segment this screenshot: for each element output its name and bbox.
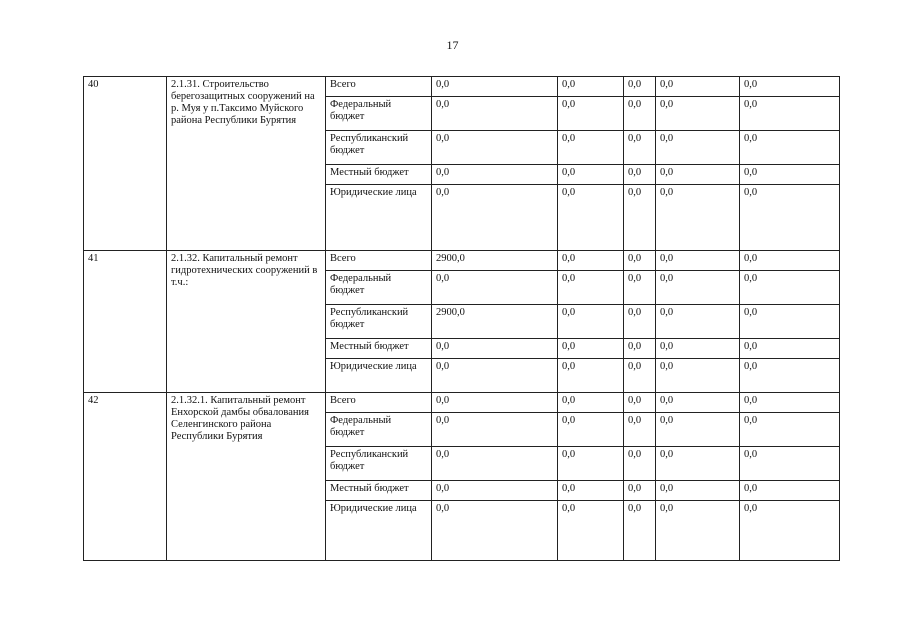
amount-cell: 0,0 (624, 97, 656, 131)
amount-cell: 0,0 (656, 501, 740, 561)
amount-cell: 0,0 (432, 131, 558, 165)
row-number: 41 (84, 251, 167, 393)
amount-cell: 0,0 (432, 359, 558, 393)
amount-cell: 0,0 (558, 131, 624, 165)
amount-cell: 0,0 (656, 413, 740, 447)
amount-cell: 0,0 (558, 97, 624, 131)
amount-cell: 0,0 (558, 339, 624, 359)
amount-cell: 0,0 (624, 481, 656, 501)
amount-cell: 0,0 (624, 251, 656, 271)
amount-cell: 0,0 (624, 393, 656, 413)
amount-cell: 0,0 (432, 339, 558, 359)
funding-source: Всего (326, 251, 432, 271)
amount-cell: 0,0 (558, 271, 624, 305)
amount-cell: 0,0 (740, 339, 840, 359)
amount-cell: 0,0 (432, 165, 558, 185)
funding-source: Местный бюджет (326, 339, 432, 359)
page-number: 17 (446, 38, 459, 52)
amount-cell: 0,0 (740, 359, 840, 393)
amount-cell: 0,0 (624, 447, 656, 481)
amount-cell: 0,0 (624, 185, 656, 251)
amount-cell: 0,0 (740, 185, 840, 251)
amount-cell: 0,0 (740, 131, 840, 165)
amount-cell: 0,0 (740, 413, 840, 447)
table-row (84, 251, 840, 271)
amount-cell: 0,0 (740, 165, 840, 185)
amount-cell: 0,0 (656, 447, 740, 481)
amount-cell: 0,0 (558, 447, 624, 481)
amount-cell: 0,0 (558, 359, 624, 393)
amount-cell: 0,0 (432, 271, 558, 305)
measure-name: 2.1.32. Капитальный ремонт гидротехнических сооружений в т.ч.: (167, 251, 326, 393)
funding-source: Местный бюджет (326, 481, 432, 501)
funding-source: Юридические лица (326, 359, 432, 393)
amount-cell: 0,0 (656, 251, 740, 271)
funding-source: Юридические лица (326, 501, 432, 561)
amount-cell: 0,0 (558, 413, 624, 447)
amount-cell: 0,0 (432, 393, 558, 413)
amount-cell: 0,0 (740, 251, 840, 271)
amount-cell: 0,0 (656, 339, 740, 359)
amount-cell: 0,0 (656, 165, 740, 185)
amount-cell: 0,0 (432, 413, 558, 447)
amount-cell: 0,0 (558, 393, 624, 413)
amount-cell: 0,0 (656, 97, 740, 131)
amount-cell: 2900,0 (432, 305, 558, 339)
amount-cell: 0,0 (656, 393, 740, 413)
amount-cell: 0,0 (558, 481, 624, 501)
measure-name: 2.1.32.1. Капитальный ремонт Енхорской дамбы обвалования Селенгинского района Республики Бурятия (167, 393, 326, 561)
amount-cell: 0,0 (740, 77, 840, 97)
funding-source: Всего (326, 393, 432, 413)
amount-cell: 0,0 (740, 481, 840, 501)
funding-source: Федеральный бюджет (326, 413, 432, 447)
amount-cell: 2900,0 (432, 251, 558, 271)
amount-cell: 0,0 (558, 185, 624, 251)
row-number: 40 (84, 77, 167, 251)
amount-cell: 0,0 (432, 501, 558, 561)
amount-cell: 0,0 (432, 185, 558, 251)
amount-cell: 0,0 (624, 339, 656, 359)
amount-cell: 0,0 (624, 359, 656, 393)
amount-cell: 0,0 (432, 447, 558, 481)
amount-cell: 0,0 (656, 481, 740, 501)
amount-cell: 0,0 (432, 77, 558, 97)
amount-cell: 0,0 (432, 97, 558, 131)
amount-cell: 0,0 (740, 447, 840, 481)
budget-table (83, 76, 840, 561)
amount-cell: 0,0 (624, 77, 656, 97)
funding-source: Всего (326, 77, 432, 97)
amount-cell: 0,0 (740, 501, 840, 561)
measure-name: 2.1.31. Строительство берегозащитных сооружений на р. Муя у п.Таксимо Муйского района Республики Бурятия (167, 77, 326, 251)
amount-cell: 0,0 (558, 305, 624, 339)
funding-source: Федеральный бюджет (326, 97, 432, 131)
funding-source: Республиканский бюджет (326, 447, 432, 481)
amount-cell: 0,0 (656, 131, 740, 165)
amount-cell: 0,0 (624, 131, 656, 165)
amount-cell: 0,0 (656, 271, 740, 305)
funding-source: Юридические лица (326, 185, 432, 251)
amount-cell: 0,0 (740, 393, 840, 413)
funding-source: Местный бюджет (326, 165, 432, 185)
amount-cell: 0,0 (740, 305, 840, 339)
amount-cell: 0,0 (656, 185, 740, 251)
row-number: 42 (84, 393, 167, 561)
amount-cell: 0,0 (624, 305, 656, 339)
amount-cell: 0,0 (432, 481, 558, 501)
amount-cell: 0,0 (624, 501, 656, 561)
funding-source: Республиканский бюджет (326, 131, 432, 165)
table-row (84, 77, 840, 97)
funding-source: Федеральный бюджет (326, 271, 432, 305)
amount-cell: 0,0 (740, 271, 840, 305)
amount-cell: 0,0 (740, 97, 840, 131)
amount-cell: 0,0 (558, 501, 624, 561)
amount-cell: 0,0 (656, 305, 740, 339)
amount-cell: 0,0 (624, 165, 656, 185)
amount-cell: 0,0 (656, 359, 740, 393)
amount-cell: 0,0 (624, 413, 656, 447)
table-row (84, 393, 840, 413)
amount-cell: 0,0 (558, 251, 624, 271)
amount-cell: 0,0 (656, 77, 740, 97)
amount-cell: 0,0 (558, 77, 624, 97)
amount-cell: 0,0 (558, 165, 624, 185)
amount-cell: 0,0 (624, 271, 656, 305)
funding-source: Республиканский бюджет (326, 305, 432, 339)
